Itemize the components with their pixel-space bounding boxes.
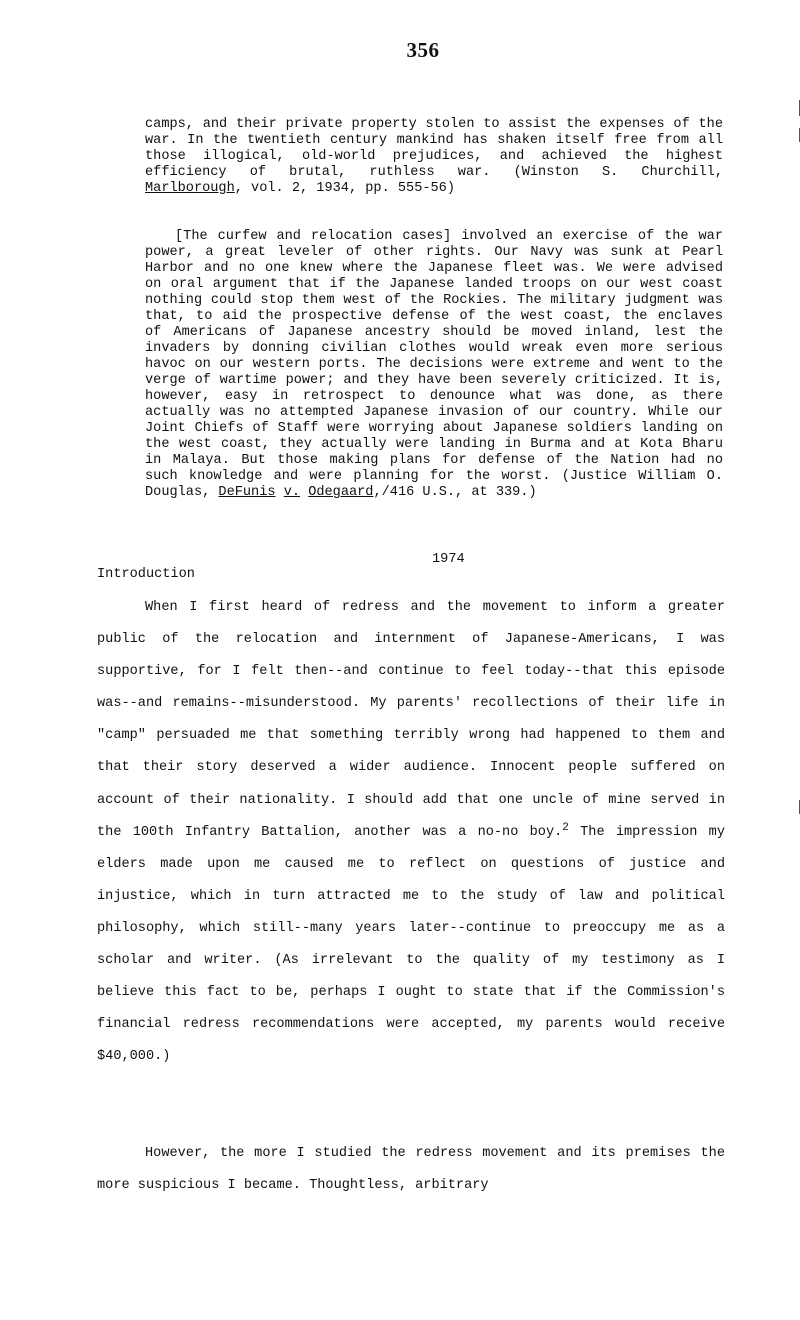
churchill-citation: , vol. 2, 1934, pp. 555-56) bbox=[234, 181, 455, 196]
footnote-reference: 2 bbox=[562, 821, 569, 834]
case-versus: v. bbox=[283, 485, 301, 500]
douglas-citation: ,/416 U.S., at 339.) bbox=[373, 485, 537, 500]
douglas-quote-text bbox=[145, 229, 723, 501]
case-name-odegaard: Odegaard bbox=[308, 485, 374, 500]
page-number: 356 bbox=[406, 38, 440, 62]
paragraph-2: However, the more I studied the redress movement and its premises the more suspicious I became. Thoughtless, arbitrary bbox=[97, 1146, 725, 1194]
handwritten-year-note: 1974 bbox=[432, 552, 465, 567]
churchill-book-title: Marlborough bbox=[145, 181, 235, 196]
case-name-defunis: DeFunis bbox=[218, 485, 276, 500]
body-paragraph-1 bbox=[97, 592, 725, 1073]
paragraph-1-part-1: When I first heard of redress and the movement to inform a greater public of the relocation and internment of Japanese-Americans, I was supportive, for I felt then--and continue to feel today--that this episode was--and remains--misunderstood. My parents' recollections of their life in "camp" persuaded me that something terribly wrong had happened to them and that their story deserved a wider audience. Innocent people suffered on account of their nationality. I should add that one uncle of mine served in the 100th Infantry Battalion, another was a no-no boy. bbox=[97, 600, 725, 840]
churchill-quote-body: camps, and their private property stolen to assist the expenses of the war. In the twentieth century mankind has shaken itself free from all those illogical, old-world prejudices, and achieved the highest efficiency of brutal, ruthless war. (Winston S. Churchill, bbox=[145, 117, 723, 180]
churchill-quote bbox=[145, 117, 723, 197]
body-paragraph-2 bbox=[97, 1138, 725, 1202]
paragraph-1 bbox=[97, 592, 725, 1073]
douglas-quote-body: [The curfew and relocation cases] involved an exercise of the war power, a great leveler of other rights. Our Navy was sunk at Pearl Harbor and no one knew where the Japanese fleet was. We were advised on oral argument that if the Japanese landed troops on our west coast nothing could stop them west of the Rockies. The military judgment was that, to aid the prospective defense of the west coast, the enclaves of Americans of Japanese ancestry should be moved inland, lest the invaders by donning civilian clothes would wreak even more serious havoc on our western ports. The decisions were extreme and went to the verge of wartime power; and they have been severely criticized. It is, however, easy in retrospect to denounce what was done, as there actually was no attempted Japanese invasion of our country. While our Joint Chiefs of Staff were worrying about Japanese soldiers landing on the west coast, they actually were landing in Burma and at Kota Bharu in Malaya. But those making plans for defense of the Nation had no such knowledge and were planning for the worst. (Justice William O. Douglas, bbox=[145, 229, 723, 500]
douglas-quote bbox=[145, 229, 723, 501]
paragraph-1-part-2: The impression my elders made upon me caused me to reflect on questions of justice and injustice, which in turn attracted me to the study of law and political philosophy, which still--many years later--continue to preoccupy me as a scholar and writer. (As irrelevant to the quality of my testimony as I believe this fact to be, perhaps I ought to state that if the Commission's financial redress recommendations were accepted, my parents would receive $40,000.) bbox=[97, 824, 725, 1065]
section-heading: Introduction bbox=[97, 567, 195, 582]
churchill-quote-text bbox=[145, 117, 723, 197]
